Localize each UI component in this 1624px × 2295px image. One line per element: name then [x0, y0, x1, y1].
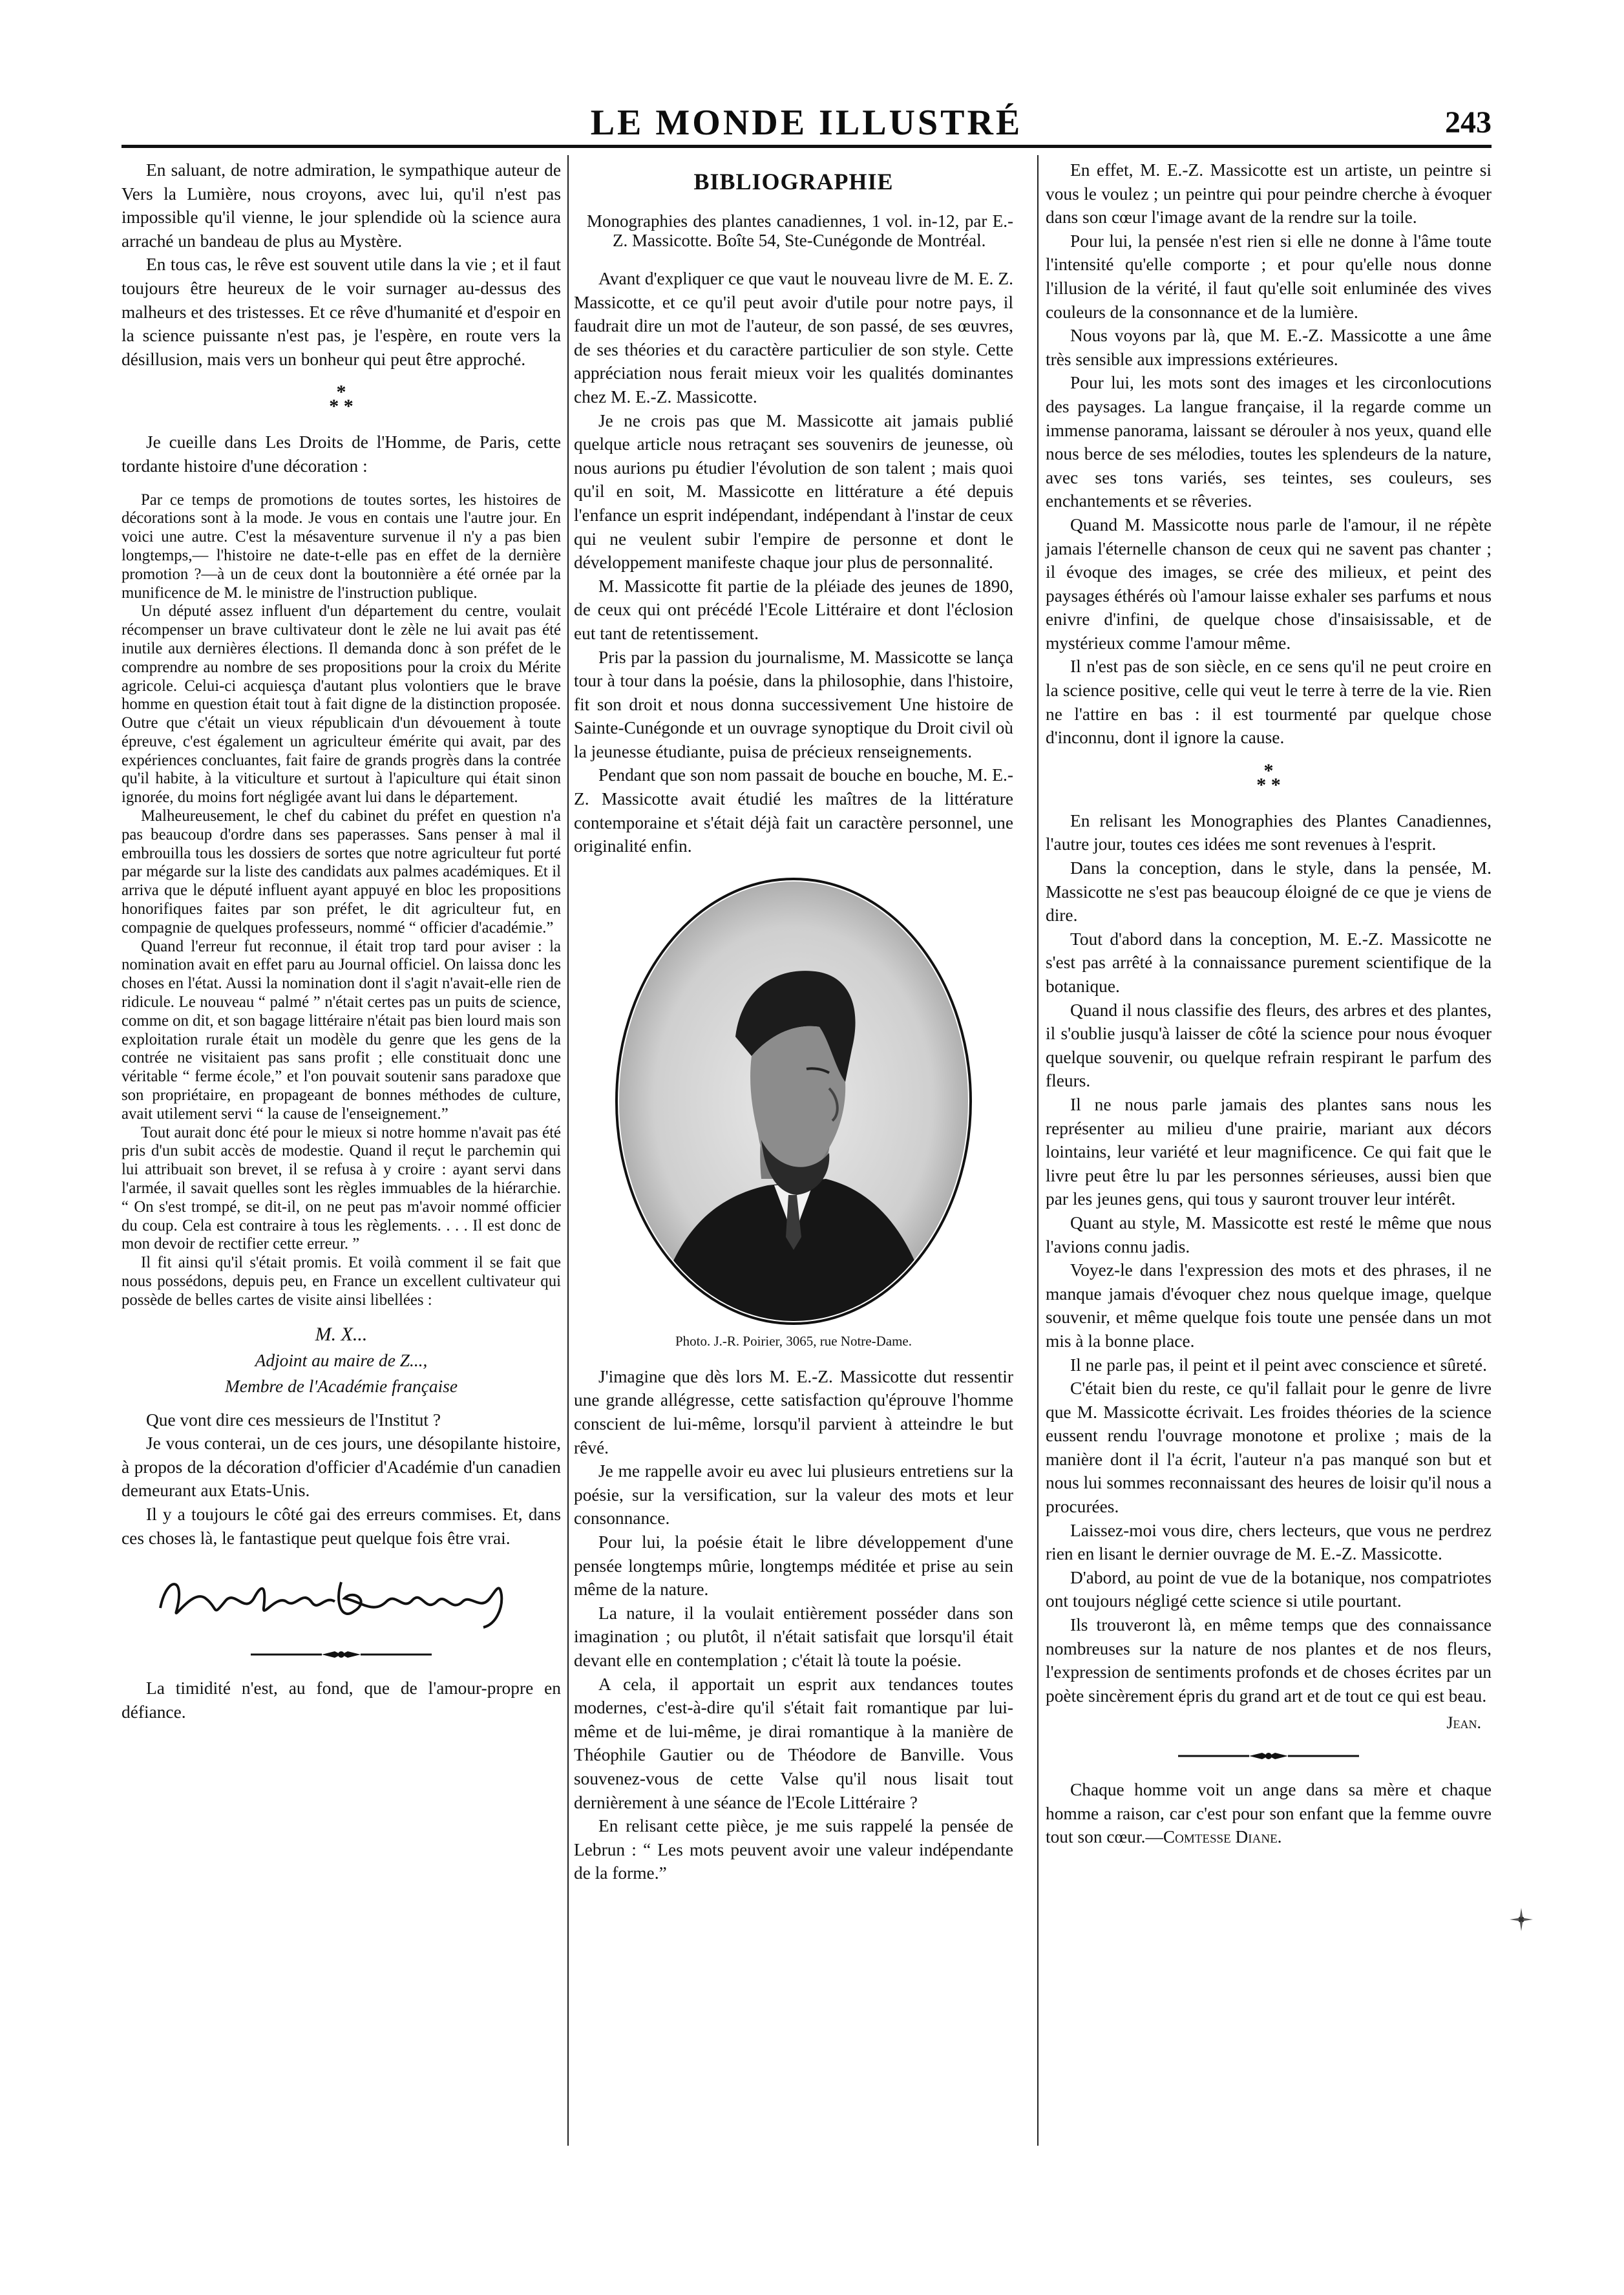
- article-author: Jean.: [1446, 1713, 1481, 1733]
- paragraph: Un député assez influent d'un département du centre, voulait récompenser un brave cultivateur dont le zèle ne lui avait pas été inutile aux dernières élections. Il demanda donc à son préfet de le comprendre au nombre de ses propositions pour la croix du Mérite agricole. Celui-ci acquiesça d'autant plus volontiers que le brave homme en question était tout à fait digne de la distinction proposée. Outre que c'était un vieux républicain d'un dévouement à toute épreuve, c'est également un agriculteur émérite qui avait, par des expériences concluantes, fait faire de grands progrès dans la contrée qu'il habite, à la viticulture et surtout à l'apiculture qui était sinon ignorée, du moins fort négligée avant lui dans le département.: [121, 602, 561, 807]
- paragraph: En relisant cette pièce, je me suis rappelé la pensée de Lebrun : “ Les mots peuvent avoir une valeur indépendante de la forme.”: [574, 1816, 1013, 1883]
- paragraph: M. Massicotte fit partie de la pléiade des jeunes de 1890, de ceux qui ont précédé l'Ecole Littéraire et dont l'éclosion eut tant de retentissement.: [574, 576, 1013, 643]
- paragraph: En effet, M. E.-Z. Massicotte est un artiste, un peintre si vous le voulez ; un peintre qui pour peindre cherche à évoquer dans son cœur l'image avant de la rendre sur la toile.: [1046, 160, 1492, 227]
- paragraph: Quand il nous classifie des fleurs, des arbres et des plantes, il s'oublie jusqu'à laisser de côté la science pour nous évoquer quelque souvenir, ou quelque refrain respirant le parfum des fleurs.: [1046, 1000, 1492, 1091]
- paragraph: Pour lui, la poésie était le libre développement d'une pensée longtemps mûrie, longtemps méditée et prise au sein même de la nature.: [574, 1532, 1013, 1600]
- paragraph: Pendant que son nom passait de bouche en bouche, M. E.-Z. Massicotte avait étudié les maîtres de la littérature contemporaine et s'était déjà fait un caractère personnel, une originalité enfin.: [574, 765, 1013, 856]
- ornament-divider: [1178, 1751, 1359, 1761]
- paragraph: Il ne nous parle jamais des plantes sans nous les représenter au milieu d'une prairie, mariant aux décors lointains, leur variété et leur magnificence. Ce qui fait que le livre peut être lu par les personnes sérieuses, aussi bien que par les jeunes gens, qui tous y sauront trouver leur intérêt.: [1046, 1094, 1492, 1209]
- quoted-story: [121, 491, 561, 1310]
- card-title: Membre de l'Académie française: [224, 1376, 458, 1396]
- paragraph: D'abord, au point de vue de la botanique, nos compatriotes ont toujours négligé cette science si utile pourtant.: [1046, 1567, 1492, 1611]
- paragraph: Je me rappelle avoir eu avec lui plusieurs entretiens sur la poésie, sur la versification, sur la valeur des mots et leur consonnance.: [574, 1461, 1013, 1528]
- paragraph: Pris par la passion du journalisme, M. Massicotte se lança tour à tour dans la poésie, dans la philosophie, dans l'histoire, fit son droit et nous donna successivement Une histoire de Sainte-Cunégonde et un ouvrage synoptique du Droit civil où la jeunesse étudiante, puisa de précieux renseignements.: [574, 647, 1013, 761]
- column-right: [1046, 158, 1492, 1849]
- column-left: [121, 158, 561, 1724]
- ornament-divider: [251, 1649, 432, 1660]
- paragraph: La nature, il la voulait entièrement posséder dans son imagination ; ou plutôt, il n'était satisfait que lorsqu'il était devant elle en contemplation ; c'était là toute la poésie.: [574, 1603, 1013, 1670]
- closing-quote: [1046, 1778, 1492, 1849]
- handwritten-signature: [147, 1563, 509, 1634]
- bibliography-entry: Monographies des plantes canadiennes, 1 vol. in-12, par E.-Z. Massicotte. Boîte 54, Ste-Cunégonde de Montréal.: [587, 211, 1013, 250]
- margin-flower-mark: [1508, 1907, 1534, 1932]
- paragraph: Il n'est pas de son siècle, en ce sens qu'il ne peut croire en la science positive, celle qui veut le terre à terre de la vie. Rien ne l'attire en bas : il est tourmenté par quelque chose d'inconnu, dont il ignore la cause.: [1046, 657, 1492, 748]
- paragraph: Pour lui, les mots sont des images et les circonlocutions des paysages. La langue française, il la regarde comme un immense panorama, laissant se dérouler à nos yeux, quand elle nous berce de ses mélodies, toutes les splendeurs de la nature, avec ses tons variés, ses teintes, ses couleurs, ses enchantements et se rêveries.: [1046, 373, 1492, 511]
- paragraph: Avant d'expliquer ce que vaut le nouveau livre de M. E. Z. Massicotte, et ce qu'il peut avoir d'utile pour notre pays, il faudrait dire un mot de l'auteur, de son passé, de ses œuvres, de ses théories et du caractère particulier de son style. Cette appréciation nous ferait mieux voir les qualités dominantes chez M. E.-Z. Massicotte.: [574, 269, 1013, 407]
- paragraph: Que vont dire ces messieurs de l'Institut ?: [146, 1410, 441, 1430]
- paragraph: C'était bien du reste, ce qu'il fallait pour le genre de livre que M. Massicotte écrivait. Les froides théories de la science eussent rendu l'ouvrage monotone et prolixe ; mais de la manière dont il l'a écrit, l'auteur n'a pas manqué son but et nous lui sommes reconnaissant des heures de loisir qu'il nous a procurées.: [1046, 1379, 1492, 1517]
- paragraph: Il y a toujours le côté gai des erreurs commises. Et, dans ces choses là, le fantastique peut quelque fois être vrai.: [121, 1504, 561, 1548]
- paragraph: Malheureusement, le chef du cabinet du préfet en question n'a pas beaucoup d'ordre dans ses paperasses. Sans penser à mal il embrouilla tous les dossiers de sortes que notre agriculteur fut porté par mégarde sur la liste des candidats aux palmes académiques. Et il arriva que le député influent ayant appuyé en bloc les propositions honorifiques faites par son préfet, le dit agriculteur fut, en compagnie de quelques professeurs, nommé “ officier d'académie.”: [121, 807, 561, 936]
- section-heading: BIBLIOGRAPHIE: [693, 169, 894, 195]
- card-name: M. X...: [315, 1323, 368, 1345]
- paragraph: Quand l'erreur fut reconnue, il était trop tard pour aviser : la nomination avait en effet paru au Journal officiel. On laissa donc les choses en l'état. Aussi la nomination dont il s'agit n'avait-elle rien de ridicule. Le nouveau “ palmé ” n'était certes pas un puits de science, comme on dit, et son bagage littéraire n'était pas bien lourd mais son exploitation rurale était un modèle du genre que les gens de la contrée ne visitaient pas sans profit ; elle constituait donc une véritable “ ferme école,” et l'on pouvait soutenir sans paradoxe que son propriétaire, en propageant de bonnes méthodes de culture, avait utilement servi “ la cause de l'enseignement.”: [121, 937, 562, 1123]
- column-middle: [574, 158, 1013, 1885]
- paragraph: Il fit ainsi qu'il s'était promis. Et voilà comment il se fait que nous possédons, depuis peu, en France un excellent cultivateur qui possède de belles cartes de visite ainsi libellées :: [121, 1254, 561, 1309]
- paragraph: Ils trouveront là, en même temps que des connaissance nombreuses sur la nature de nos plantes et de nos fleurs, l'expression de sentiments profonds et de choses écrites par un poète sincèrement épris du grand art et de tout ce qui est beau.: [1046, 1615, 1492, 1706]
- paragraph: En relisant les Monographies des Plantes Canadiennes, l'autre jour, toutes ces idées me sont revenues à l'esprit.: [1046, 810, 1492, 854]
- asterism-divider: * * *: [329, 381, 353, 418]
- page-number: 243: [1445, 105, 1492, 140]
- masthead-rule: [121, 145, 1492, 148]
- paragraph: Laissez-moi vous dire, chers lecteurs, que vous ne perdrez rien en lisant le dernier ouvrage de M. E.-Z. Massicotte.: [1046, 1520, 1492, 1564]
- paragraph: Voyez-le dans l'expression des mots et des phrases, il ne manque jamais d'évoquer chez nous quelque image, quelque souvenir, et même quelque fois toute une pensée dans un mot mis à la bonne place.: [1046, 1260, 1492, 1351]
- paragraph: En saluant, de notre admiration, le sympathique auteur de Vers la Lumière, nous croyons, avec lui, qu'il n'est pas impossible qu'il vienne, le jour splendide où la science aura arraché un bandeau de plus au Mystère.: [121, 160, 561, 251]
- paragraph: Tout aurait donc été pour le mieux si notre homme n'avait pas été pris d'un subit accès de modestie. Quand il reçut le parchemin qui lui attribuait son brevet, il se refusa à y croire : ayant servi dans l'armée, il savait quelles sont les règles immuables de la hiérarchie. “ On s'est trompé, se dit-il, on ne peut pas m'avoir nommé officier du coup. Cela est contraire à tous les règlements. . . . Il est donc de mon devoir de rectifier cette erreur. ”: [121, 1123, 561, 1253]
- masthead: [121, 97, 1492, 149]
- paragraph: Je ne crois pas que M. Massicotte ait jamais publié quelque article nous retraçant ses souvenirs de jeunesse, où nous aurions pu étudier l'évolution de son talent ; mais quoi qu'il en soit, M. Massicotte en littérature a été depuis l'enfance un esprit indépendant, indépendant à l'instar de ceux qui ne veulent subir l'empire de personne et dont le développement manifeste chaque jour plus de personnalité.: [574, 410, 1013, 573]
- paragraph: Pour lui, la pensée n'est rien si elle ne donne à l'âme toute l'intensité qu'elle comporte ; et pour qu'elle nous donne l'illusion de la vérité, il faut qu'elle soit enluminée des vives couleurs de la consonnance et de la lumière.: [1046, 231, 1492, 322]
- paragraph: La timidité n'est, au fond, que de l'amour-propre en défiance.: [121, 1678, 561, 1722]
- paragraph: J'imagine que dès lors M. E.-Z. Massicotte dut ressentir une grande allégresse, cette satisfaction qu'éprouve l'homme conscient de lui-même, lorsqu'il parvient à atteindre le but rêvé.: [574, 1366, 1013, 1457]
- paragraph: Dans la conception, dans le style, dans la pensée, M. Massicotte ne s'est pas beaucoup éloigné de ce que je viens de dire.: [1046, 858, 1492, 925]
- portrait-photo: [613, 875, 975, 1327]
- visiting-card: [121, 1322, 561, 1399]
- quote-text: Chaque homme voit un ange dans sa mère et chaque homme a raison, car c'est pour son enfant que la femme ouvre tout son cœur.—: [1046, 1780, 1492, 1847]
- newspaper-title: LE MONDE ILLUSTRÉ: [590, 103, 1023, 143]
- paragraph: Par ce temps de promotions de toutes sortes, les histoires de décorations sont à la mode. Je vous en contais une l'autre jour. En voici une autre. C'est la mésaventure survenue il n'y a pas bien longtemps,— l'histoire ne date-t-elle pas en effet de la dernière promotion ?—à un de ceux dont la boutonnière a été ornée par la munificence de M. le ministre de l'instruction publique.: [121, 491, 561, 602]
- paragraph: A cela, il apportait un esprit aux tendances toutes modernes, c'est-à-dire qu'il s'était fait romantique par lui-même et de lui-même, je dirai romantique à la manière de Théophile Gautier ou de Théodore de Banville. Vous souvenez-vous de cette Valse qu'il nous lisait tout dernièrement à une séance de l'Ecole Littéraire ?: [574, 1674, 1013, 1812]
- column-divider: [567, 155, 569, 2146]
- asterism-divider: * * *: [1256, 759, 1281, 796]
- paragraph: Je cueille dans Les Droits de l'Homme, de Paris, cette tordante histoire d'une décoration :: [121, 432, 561, 476]
- paragraph: Tout d'abord dans la conception, M. E.-Z. Massicotte ne s'est pas arrêté à la connaissance purement scientifique de la botanique.: [1046, 929, 1492, 996]
- paragraph: Quand M. Massicotte nous parle de l'amour, il ne répète jamais l'éternelle chanson de ceux qui ne savent pas chanter ; il évoque des images, se crée des milieux, et peint des paysages éthérés où l'amour laisse exhaler ses parfums et nous enivre d'infini, de quelque chose d'insaisissable, et de mystérieux comme l'amour même.: [1046, 514, 1492, 653]
- card-title: Adjoint au maire de Z...,: [255, 1350, 428, 1370]
- quote-author: Comtesse Diane.: [1163, 1827, 1282, 1847]
- paragraph: Il ne parle pas, il peint et il peint avec conscience et sûreté.: [1070, 1355, 1487, 1375]
- photo-caption: Photo. J.-R. Poirier, 3065, rue Notre-Dame.: [675, 1333, 912, 1349]
- paragraph: Nous voyons par là, que M. E.-Z. Massicotte a une âme très sensible aux impressions extérieures.: [1046, 326, 1492, 369]
- column-divider: [1037, 155, 1039, 2146]
- paragraph: Je vous conterai, un de ces jours, une désopilante histoire, à propos de la décoration d'officier d'Académie d'un canadien demeurant aux Etats-Unis.: [121, 1433, 561, 1501]
- paragraph: En tous cas, le rêve est souvent utile dans la vie ; et il faut toujours être heureux de le voir surnager au-dessus des malheurs et des tristesses. Et ce rêve d'humanité et d'espoir en la science puissante n'est pas, je l'espère, en route vers la désillusion, mais vers un bonheur qui peut être approché.: [121, 255, 561, 369]
- paragraph: Quant au style, M. Massicotte est resté le même que nous l'avions connu jadis.: [1046, 1212, 1492, 1256]
